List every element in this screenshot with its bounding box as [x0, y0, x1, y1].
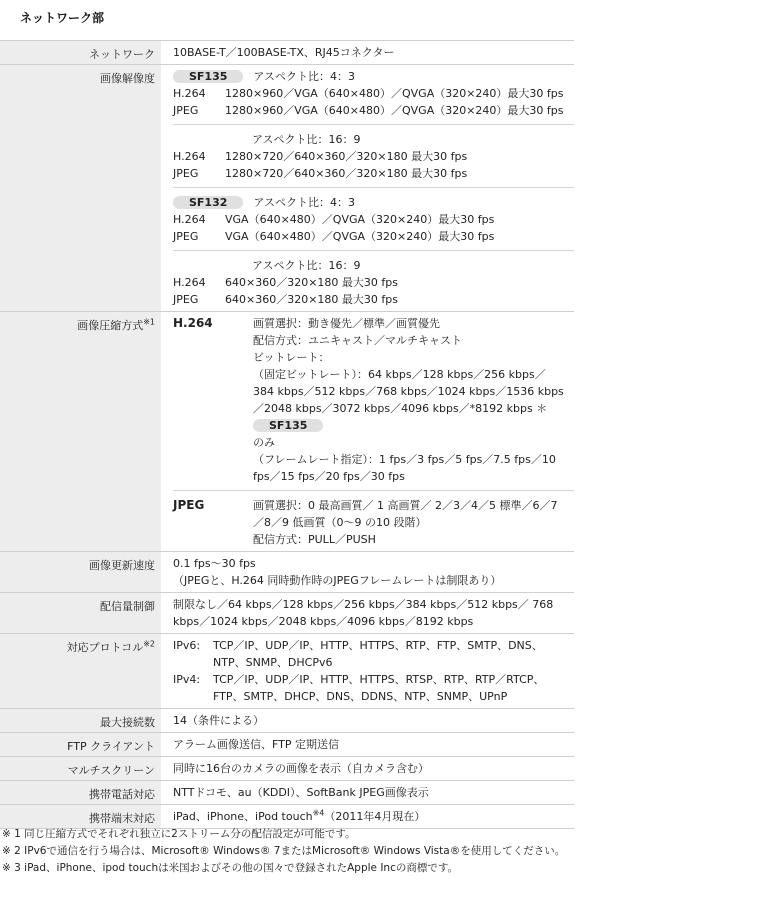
ipv6-protocols: TCP／IP、UDP／IP、HTTP、HTTPS、RTP、FTP、SMTP、DNS、NTP、SNMP、DHCPv6 — [213, 639, 543, 669]
section-title: ネットワーク部 — [20, 11, 105, 25]
row-multiscreen — [0, 757, 574, 781]
resolution-value: 1280×720／640×360／320×180 最大30 fps — [225, 150, 468, 163]
value-bandwidth: 制限なし／64 kbps／128 kbps／256 kbps／384 kbps／512 kbps／ 768 kbps／1024 kbps／2048 kbps／4096 kbps／8192 kbps — [173, 598, 554, 628]
label-resolution: 画像解像度 — [0, 65, 161, 312]
ipv4-protocols: TCP／IP、UDP／IP、HTTP、HTTPS、RTSP、RTP、RTP／RTCP、FTP、SMTP、DHCP、DNS、DDNS、NTP、SNMP、UPnP — [213, 673, 545, 703]
aspect-ratio: アスペクト比：16：9 — [252, 133, 361, 146]
only-note: のみ — [253, 436, 275, 449]
resolution-value: 1280×720／640×360／320×180 最大30 fps — [225, 167, 468, 180]
label-max-connections: 最大接続数 — [0, 709, 161, 733]
codec-name: H.264 — [173, 276, 206, 289]
value-terminal — [161, 805, 574, 829]
value-refresh — [161, 552, 574, 593]
label-network: ネットワーク — [0, 41, 161, 65]
codec-name: H.264 — [173, 213, 206, 226]
footnote-ref: ※4 — [312, 808, 325, 818]
quality-select: 画質選択：0 最高画質／ 1 高画質／ 2／3／4／5 標準／6／7／8／9 低画質（0〜9 の10 段階） — [253, 499, 558, 529]
footnote-ref: ※2 — [143, 639, 155, 649]
label-refresh: 画像更新速度 — [0, 552, 161, 593]
bitrate-heading: ビットレート： — [253, 351, 330, 364]
spec-table — [0, 40, 574, 829]
delivery-method: 配信方式：PULL／PUSH — [253, 533, 376, 546]
delivery-method: 配信方式：ユニキャスト／マルチキャスト — [253, 334, 462, 347]
label-mobile: 携帯電話対応 — [0, 781, 161, 805]
resolution-group-4 — [173, 250, 574, 308]
ipv6-label: IPv6: — [173, 639, 201, 652]
fixed-bitrate: （固定ビットレート）：64 kbps／128 kbps／256 kbps／384 kbps／512 kbps／768 kbps／1024 kbps／1536 kbps／2048 kbps／3072 kbps／4096 kbps／*8192 kbps ＊ — [253, 368, 564, 415]
row-compression — [0, 312, 574, 552]
value-multiscreen: 同時に16台のカメラの画像を表示（自カメラ含む） — [161, 757, 574, 781]
row-ftp — [0, 733, 574, 757]
label-ftp: FTP クライアント — [0, 733, 161, 757]
footnote-1: ※ 1 同じ圧縮方式でそれぞれ独立に2ストリーム分の配信設定が可能です。 — [2, 828, 356, 840]
codec-name: JPEG — [173, 293, 199, 306]
row-network — [0, 41, 574, 65]
model-badge: SF135 — [173, 70, 243, 83]
footnote-3: ※ 3 iPad、iPhone、ipod touchは米国およびその他の国々で登録されたApple Incの商標です。 — [2, 862, 459, 874]
resolution-group-2 — [173, 124, 574, 182]
compression-jpeg — [173, 490, 574, 548]
value-compression — [161, 312, 574, 552]
codec-name: JPEG — [173, 104, 199, 117]
refresh-note: （JPEGと、H.264 同時動作時のJPEGフレームレートは制限あり） — [173, 574, 502, 587]
label-compression — [0, 312, 161, 552]
resolution-value: VGA（640×480）／QVGA（320×240）最大30 fps — [225, 213, 495, 226]
quality-select: 画質選択：動き優先／標準／画質優先 — [253, 317, 440, 330]
resolution-group-3 — [173, 187, 574, 245]
codec-name: JPEG — [173, 230, 199, 243]
terminal-date: （2011年4月現在） — [324, 810, 426, 823]
label-terminal: 携帯端末対応 — [0, 805, 161, 829]
resolution-value: 640×360／320×180 最大30 fps — [225, 293, 398, 306]
resolution-value: VGA（640×480）／QVGA（320×240）最大30 fps — [225, 230, 495, 243]
footnote-ref: ※1 — [143, 317, 155, 327]
label-text: 画像圧縮方式 — [77, 319, 144, 332]
label-text: 対応プロトコル — [66, 641, 144, 654]
codec-name: JPEG — [173, 498, 205, 512]
framerate-spec: （フレームレート指定）：1 fps／3 fps／5 fps／7.5 fps／10 fps／15 fps／20 fps／30 fps — [253, 453, 556, 483]
row-bandwidth — [0, 593, 574, 634]
row-resolution — [0, 65, 574, 312]
ipv4-label: IPv4: — [173, 673, 201, 686]
resolution-value: 1280×960／VGA（640×480）／QVGA（320×240）最大30 fps — [225, 87, 564, 100]
value-network: 10BASE-T／100BASE-TX、RJ45コネクター — [161, 41, 574, 65]
codec-name: H.264 — [173, 150, 206, 163]
aspect-ratio: アスペクト比：4：3 — [253, 70, 355, 83]
footnotes — [2, 826, 565, 877]
footnote-2: ※ 2 IPv6で通信を行う場合は、Microsoft® Windows® 7またはMicrosoft® Windows Vista®を使用してください。 — [2, 845, 566, 857]
row-protocol — [0, 634, 574, 709]
row-max-connections — [0, 709, 574, 733]
row-terminal — [0, 805, 574, 829]
aspect-ratio: アスペクト比：4：3 — [253, 196, 355, 209]
codec-name: JPEG — [173, 167, 199, 180]
codec-name: H.264 — [173, 87, 206, 100]
label-multiscreen: マルチスクリーン — [0, 757, 161, 781]
value-max-connections: 14（条件による） — [161, 709, 574, 733]
value-mobile: NTTドコモ、au（KDDI）、SoftBank JPEG画像表示 — [161, 781, 574, 805]
value-resolution — [161, 65, 574, 312]
value-protocol — [161, 634, 574, 709]
codec-name: H.264 — [173, 316, 213, 330]
refresh-range: 0.1 fps〜30 fps — [173, 557, 256, 570]
terminal-devices: iPad、iPhone、iPod touch — [173, 810, 313, 823]
resolution-group-1 — [173, 68, 574, 119]
aspect-ratio: アスペクト比：16：9 — [252, 259, 361, 272]
label-bandwidth: 配信量制御 — [0, 593, 161, 634]
row-refresh — [0, 552, 574, 593]
value-ftp: アラーム画像送信、FTP 定期送信 — [161, 733, 574, 757]
model-badge: SF132 — [173, 196, 243, 209]
row-mobile — [0, 781, 574, 805]
resolution-value: 1280×960／VGA（640×480）／QVGA（320×240）最大30 fps — [225, 104, 564, 117]
label-protocol — [0, 634, 161, 709]
model-badge: SF135 — [253, 419, 323, 432]
resolution-value: 640×360／320×180 最大30 fps — [225, 276, 398, 289]
compression-h264 — [173, 315, 574, 485]
